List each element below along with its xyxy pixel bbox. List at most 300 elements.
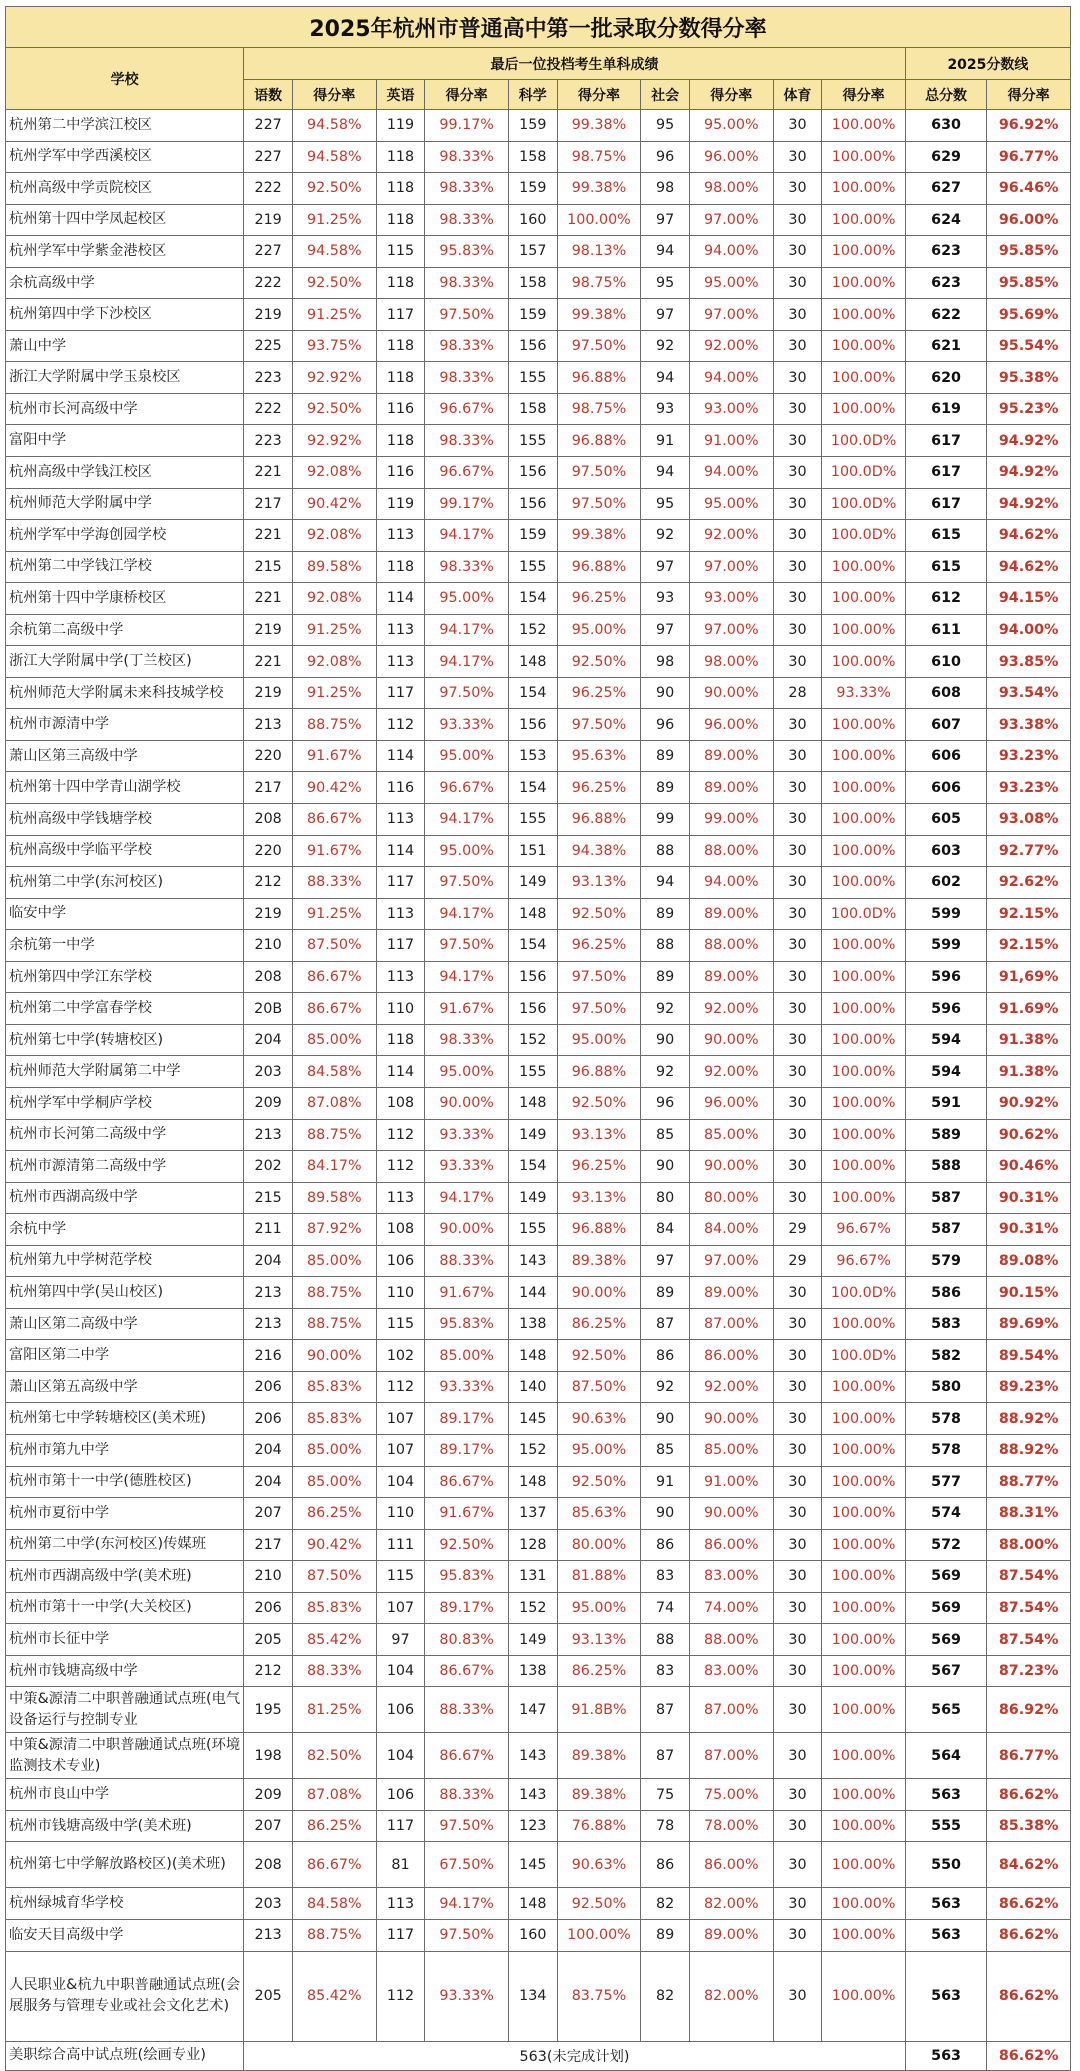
cell-english: 118 (376, 1024, 425, 1056)
cell-english-rate: 95.00% (425, 835, 508, 867)
cell-english-rate: 80.83% (425, 1624, 508, 1656)
cell-total-rate: 87.54% (987, 1592, 1071, 1624)
table-row (6, 867, 1071, 899)
cell-pe-rate: 100.00% (822, 1403, 905, 1435)
cell-total-rate: 92.77% (987, 835, 1071, 867)
cell-total-rate: 94.92% (987, 457, 1071, 489)
cell-english-rate: 99.17% (425, 488, 508, 520)
cell-pe: 30 (773, 236, 822, 268)
cell-english-rate: 98.33% (425, 173, 508, 205)
cell-science-rate: 97.50% (557, 961, 640, 993)
cell-society: 92 (641, 520, 690, 552)
cell-science: 154 (508, 583, 557, 615)
cell-english: 118 (376, 362, 425, 394)
cell-school: 杭州市夏衍中学 (6, 1498, 244, 1530)
cell-chinese-math: 205 (244, 1951, 293, 2041)
cell-society-rate: 91.00% (690, 425, 773, 457)
cell-english-rate: 95.83% (425, 1308, 508, 1340)
cell-chinese-math-rate: 87.92% (293, 1214, 376, 1246)
cell-pe-rate: 100.00% (822, 551, 905, 583)
cell-school: 浙江大学附属中学玉泉校区 (6, 362, 244, 394)
cell-science: 158 (508, 393, 557, 425)
cell-society: 89 (641, 961, 690, 993)
cell-english: 97 (376, 1624, 425, 1656)
cell-total-rate: 96.46% (987, 173, 1071, 205)
cell-science-rate: 83.75% (557, 1951, 640, 2041)
header-society: 社会 (641, 80, 690, 110)
cell-society: 84 (641, 1214, 690, 1246)
cell-society-rate: 89.00% (690, 740, 773, 772)
cell-english: 118 (376, 330, 425, 362)
cell-society: 96 (641, 709, 690, 741)
cell-science-rate: 96.25% (557, 583, 640, 615)
cell-english-rate: 98.33% (425, 267, 508, 299)
cell-society: 83 (641, 1655, 690, 1687)
cell-science: 155 (508, 1214, 557, 1246)
cell-science-rate: 99.38% (557, 299, 640, 331)
cell-english-rate: 97.50% (425, 930, 508, 962)
cell-school: 杭州学军中学紫金港校区 (6, 236, 244, 268)
cell-school: 人民职业&杭九中职普融通试点班(会展服务与管理专业或社会文化艺术) (6, 1951, 244, 2041)
cell-english-rate: 98.33% (425, 330, 508, 362)
cell-english-rate: 91.67% (425, 1277, 508, 1309)
cell-chinese-math: 204 (244, 1434, 293, 1466)
cell-english: 112 (376, 1151, 425, 1183)
cell-total: 580 (905, 1371, 986, 1403)
cell-society-rate: 90.00% (690, 1498, 773, 1530)
table-row (6, 1403, 1071, 1435)
cell-science: 128 (508, 1529, 557, 1561)
header-rate: 得分率 (425, 80, 508, 110)
cell-society-rate: 97.00% (690, 614, 773, 646)
cell-science: 155 (508, 551, 557, 583)
cell-society: 95 (641, 267, 690, 299)
cell-society-rate: 92.00% (690, 1371, 773, 1403)
cell-science-rate: 96.88% (557, 362, 640, 394)
cell-chinese-math-rate: 85.83% (293, 1371, 376, 1403)
cell-society-rate: 78.00% (690, 1810, 773, 1842)
cell-total: 622 (905, 299, 986, 331)
cell-pe: 30 (773, 1888, 822, 1920)
cell-english-rate: 94.17% (425, 1182, 508, 1214)
cell-society-rate: 92.00% (690, 1056, 773, 1088)
cell-chinese-math: 208 (244, 1842, 293, 1888)
cell-science-rate: 96.88% (557, 1214, 640, 1246)
cell-science-rate: 92.50% (557, 1466, 640, 1498)
cell-school: 杭州学军中学海创园学校 (6, 520, 244, 552)
cell-science: 154 (508, 1151, 557, 1183)
cell-society: 88 (641, 835, 690, 867)
cell-total-rate: 92.15% (987, 898, 1071, 930)
cell-chinese-math: 204 (244, 1466, 293, 1498)
cell-chinese-math: 221 (244, 583, 293, 615)
cell-total-rate: 94.92% (987, 425, 1071, 457)
cell-society-rate: 87.00% (690, 1733, 773, 1779)
cell-pe: 30 (773, 1340, 822, 1372)
cell-english: 111 (376, 1529, 425, 1561)
table-row (6, 330, 1071, 362)
cell-chinese-math: 203 (244, 1056, 293, 1088)
cell-school: 杭州高级中学贡院校区 (6, 173, 244, 205)
cell-english: 104 (376, 1655, 425, 1687)
cell-science: 156 (508, 993, 557, 1025)
cell-english-rate: 98.33% (425, 204, 508, 236)
cell-society: 91 (641, 1466, 690, 1498)
cell-chinese-math: 219 (244, 898, 293, 930)
cell-pe-rate: 100.00% (822, 1779, 905, 1811)
cell-chinese-math-rate: 88.33% (293, 867, 376, 899)
cell-chinese-math-rate: 91.25% (293, 677, 376, 709)
cell-society-rate: 88.00% (690, 835, 773, 867)
cell-pe: 30 (773, 110, 822, 142)
cell-school: 杭州第十四中学康桥校区 (6, 583, 244, 615)
cell-total-rate: 90.15% (987, 1277, 1071, 1309)
cell-pe: 30 (773, 1561, 822, 1593)
cell-society-rate: 87.00% (690, 1687, 773, 1733)
cell-society-rate: 99.00% (690, 804, 773, 836)
cell-pe: 30 (773, 740, 822, 772)
table-row (6, 993, 1071, 1025)
table-row (6, 1624, 1071, 1656)
cell-total-rate: 94.92% (987, 488, 1071, 520)
cell-english: 107 (376, 1434, 425, 1466)
cell-society-rate: 97.00% (690, 204, 773, 236)
cell-science: 149 (508, 867, 557, 899)
cell-chinese-math-rate: 90.42% (293, 772, 376, 804)
cell-total-rate: 94.62% (987, 520, 1071, 552)
cell-total-rate: 85.38% (987, 1810, 1071, 1842)
cell-chinese-math-rate: 91.67% (293, 740, 376, 772)
cell-school: 中策&源清二中职普融通试点班(环境监测技术专业) (6, 1733, 244, 1779)
cell-chinese-math-rate: 94.58% (293, 141, 376, 173)
cell-society-rate: 88.00% (690, 1624, 773, 1656)
cell-science-rate: 80.00% (557, 1529, 640, 1561)
cell-total-rate: 93.23% (987, 772, 1071, 804)
cell-total-rate: 87.23% (987, 1655, 1071, 1687)
cell-chinese-math-rate: 92.08% (293, 457, 376, 489)
cell-chinese-math: 223 (244, 362, 293, 394)
cell-society-rate: 96.00% (690, 709, 773, 741)
cell-total-rate: 86.62% (987, 1951, 1071, 2041)
table-row (6, 1842, 1071, 1888)
cell-total: 594 (905, 1024, 986, 1056)
cell-chinese-math-rate: 86.67% (293, 961, 376, 993)
cell-english-rate: 97.50% (425, 1919, 508, 1951)
cell-english: 117 (376, 1919, 425, 1951)
cell-society-rate: 75.00% (690, 1779, 773, 1811)
cell-science-rate: 93.13% (557, 1624, 640, 1656)
cell-pe: 30 (773, 1151, 822, 1183)
cell-society: 96 (641, 141, 690, 173)
cell-english-rate: 86.67% (425, 1466, 508, 1498)
cell-society: 89 (641, 772, 690, 804)
cell-pe-rate: 100.00% (822, 867, 905, 899)
cell-pe: 30 (773, 1498, 822, 1530)
cell-english: 116 (376, 772, 425, 804)
cell-total: 555 (905, 1810, 986, 1842)
cell-science-rate: 86.25% (557, 1655, 640, 1687)
cell-english: 112 (376, 1371, 425, 1403)
cell-pe: 30 (773, 1842, 822, 1888)
cell-pe-rate: 100.00% (822, 583, 905, 615)
cell-chinese-math-rate: 85.00% (293, 1024, 376, 1056)
cell-total: 578 (905, 1403, 986, 1435)
cell-science-rate: 96.88% (557, 425, 640, 457)
cell-total: 564 (905, 1733, 986, 1779)
cell-pe-rate: 100.00% (822, 1687, 905, 1733)
table-row (6, 141, 1071, 173)
cell-science-rate: 99.38% (557, 520, 640, 552)
cell-chinese-math-rate: 86.67% (293, 1842, 376, 1888)
cell-total: 606 (905, 772, 986, 804)
cell-chinese-math: 208 (244, 804, 293, 836)
cell-chinese-math: 209 (244, 1779, 293, 1811)
cell-science: 159 (508, 520, 557, 552)
cell-science: 144 (508, 1277, 557, 1309)
cell-english: 117 (376, 299, 425, 331)
cell-chinese-math-rate: 89.58% (293, 551, 376, 583)
cell-science-rate: 92.50% (557, 1340, 640, 1372)
table-row (6, 583, 1071, 615)
cell-pe-rate: 100.00% (822, 110, 905, 142)
cell-pe-rate: 100.0D% (822, 425, 905, 457)
cell-total: 599 (905, 898, 986, 930)
cell-total-rate: 93.08% (987, 804, 1071, 836)
cell-total: 608 (905, 677, 986, 709)
cell-chinese-math-rate: 86.25% (293, 1498, 376, 1530)
cell-english-rate: 96.67% (425, 772, 508, 804)
cell-school: 杭州市长河第二高级中学 (6, 1119, 244, 1151)
cell-total: 630 (905, 110, 986, 142)
cell-science: 158 (508, 141, 557, 173)
cell-society-rate: 92.00% (690, 520, 773, 552)
cell-school: 杭州学军中学西溪校区 (6, 141, 244, 173)
cell-total-rate: 86.77% (987, 1733, 1071, 1779)
cell-total-rate: 93.54% (987, 677, 1071, 709)
cell-total-rate: 95.38% (987, 362, 1071, 394)
cell-society-rate: 82.00% (690, 1951, 773, 2041)
cell-english-rate: 98.33% (425, 425, 508, 457)
cell-school: 杭州市第十一中学(德胜校区) (6, 1466, 244, 1498)
cell-chinese-math-rate: 87.08% (293, 1779, 376, 1811)
cell-society: 93 (641, 393, 690, 425)
cell-science-rate: 95.63% (557, 740, 640, 772)
cell-science-rate: 94.38% (557, 835, 640, 867)
cell-total-rate: 90.31% (987, 1182, 1071, 1214)
cell-total-rate: 95.23% (987, 393, 1071, 425)
cell-total: 611 (905, 614, 986, 646)
cell-pe-rate: 100.00% (822, 1529, 905, 1561)
cell-society: 97 (641, 299, 690, 331)
cell-school: 杭州市钱塘高级中学(美术班) (6, 1810, 244, 1842)
table-row (6, 1733, 1071, 1779)
cell-school: 临安天目高级中学 (6, 1919, 244, 1951)
cell-english-rate: 93.33% (425, 709, 508, 741)
cell-english: 117 (376, 1810, 425, 1842)
cell-english-rate: 94.17% (425, 614, 508, 646)
cell-english-rate: 95.00% (425, 583, 508, 615)
table-row (6, 1214, 1071, 1246)
cell-chinese-math-rate: 88.75% (293, 1308, 376, 1340)
cell-society-rate: 90.00% (690, 1024, 773, 1056)
cell-pe-rate: 100.00% (822, 930, 905, 962)
cell-total-rate: 91,69% (987, 961, 1071, 993)
cell-english: 113 (376, 961, 425, 993)
table-row (6, 961, 1071, 993)
cell-science-rate: 86.25% (557, 1308, 640, 1340)
header-rate: 得分率 (557, 80, 640, 110)
cell-science: 159 (508, 299, 557, 331)
cell-school: 杭州第十四中学青山湖学校 (6, 772, 244, 804)
cell-science: 160 (508, 1919, 557, 1951)
cell-english: 106 (376, 1779, 425, 1811)
cell-pe: 30 (773, 1951, 822, 2041)
cell-total-rate: 92.15% (987, 930, 1071, 962)
cell-pe-rate: 100.00% (822, 362, 905, 394)
table-row (6, 520, 1071, 552)
cell-english: 104 (376, 1733, 425, 1779)
cell-science-rate: 97.50% (557, 993, 640, 1025)
cell-society-rate: 89.00% (690, 772, 773, 804)
table-row (6, 804, 1071, 836)
table-row (6, 425, 1071, 457)
cell-english: 118 (376, 425, 425, 457)
cell-total: 563 (905, 1888, 986, 1920)
cell-total-rate: 88.77% (987, 1466, 1071, 1498)
cell-science-rate: 96.88% (557, 1056, 640, 1088)
cell-english: 110 (376, 1277, 425, 1309)
cell-society-rate: 74.00% (690, 1592, 773, 1624)
cell-school: 杭州高级中学临平学校 (6, 835, 244, 867)
cell-english: 113 (376, 804, 425, 836)
cell-chinese-math: 215 (244, 1182, 293, 1214)
cell-chinese-math: 221 (244, 646, 293, 678)
cell-pe-rate: 100.0D% (822, 488, 905, 520)
cell-total: 623 (905, 267, 986, 299)
cell-chinese-math: 219 (244, 677, 293, 709)
cell-school: 杭州市源清中学 (6, 709, 244, 741)
cell-total: 563 (905, 1779, 986, 1811)
score-table-sheet (5, 6, 1071, 2071)
cell-science-rate: 99.38% (557, 173, 640, 205)
cell-total: 615 (905, 551, 986, 583)
cell-english-rate: 94.17% (425, 646, 508, 678)
cell-science-rate: 95.00% (557, 1434, 640, 1466)
cell-chinese-math-rate: 86.67% (293, 993, 376, 1025)
cell-science-rate: 96.25% (557, 677, 640, 709)
cell-science: 156 (508, 961, 557, 993)
cell-society: 95 (641, 488, 690, 520)
cell-society: 90 (641, 1403, 690, 1435)
cell-school: 杭州第二中学富春学校 (6, 993, 244, 1025)
cell-society-rate: 90.00% (690, 677, 773, 709)
cell-total-rate: 91.69% (987, 993, 1071, 1025)
cell-chinese-math: 222 (244, 173, 293, 205)
cell-pe: 30 (773, 1592, 822, 1624)
cell-pe-rate: 100.00% (822, 1951, 905, 2041)
table-row (6, 1498, 1071, 1530)
cell-pe: 30 (773, 835, 822, 867)
cell-total-rate: 90.46% (987, 1151, 1071, 1183)
cell-chinese-math: 227 (244, 110, 293, 142)
cell-english: 117 (376, 930, 425, 962)
table-row (6, 1888, 1071, 1920)
cell-school: 富阳区第二中学 (6, 1340, 244, 1372)
cell-total: 591 (905, 1087, 986, 1119)
cell-society-rate: 95.00% (690, 110, 773, 142)
cell-chinese-math-rate: 88.75% (293, 1119, 376, 1151)
cell-chinese-math-rate: 85.83% (293, 1403, 376, 1435)
cell-total-rate: 94.62% (987, 551, 1071, 583)
cell-pe: 30 (773, 267, 822, 299)
cell-pe: 30 (773, 362, 822, 394)
cell-science-rate: 98.75% (557, 141, 640, 173)
cell-chinese-math-rate: 92.50% (293, 393, 376, 425)
cell-english-rate: 93.33% (425, 1151, 508, 1183)
cell-english: 119 (376, 110, 425, 142)
cell-english: 117 (376, 867, 425, 899)
cell-society: 75 (641, 1779, 690, 1811)
header-chinese-math: 语数 (244, 80, 293, 110)
cell-chinese-math: 225 (244, 330, 293, 362)
table-title: 2025年杭州市普通高中第一批录取分数得分率 (6, 7, 1071, 48)
cell-english: 118 (376, 267, 425, 299)
cell-pe: 30 (773, 520, 822, 552)
cell-pe-rate: 100.00% (822, 614, 905, 646)
cell-english: 108 (376, 1087, 425, 1119)
table-row (6, 488, 1071, 520)
header-pe: 体育 (773, 80, 822, 110)
cell-pe-rate: 100.00% (822, 1561, 905, 1593)
cell-school: 杭州第四中学江东学校 (6, 961, 244, 993)
cell-total: 579 (905, 1245, 986, 1277)
header-school: 学校 (6, 48, 244, 110)
cell-chinese-math-rate: 92.50% (293, 267, 376, 299)
cell-chinese-math-rate: 91.25% (293, 898, 376, 930)
cell-society-rate: 92.00% (690, 993, 773, 1025)
cell-total: 617 (905, 425, 986, 457)
cell-pe: 30 (773, 1687, 822, 1733)
cell-science: 154 (508, 772, 557, 804)
cell-english: 115 (376, 1308, 425, 1340)
cell-chinese-math: 216 (244, 1340, 293, 1372)
cell-school: 杭州市源清第二高级中学 (6, 1151, 244, 1183)
cell-english-rate: 96.67% (425, 457, 508, 489)
cell-chinese-math: 210 (244, 1561, 293, 1593)
cell-english: 102 (376, 1340, 425, 1372)
cell-chinese-math: 217 (244, 772, 293, 804)
cell-society: 85 (641, 1434, 690, 1466)
cell-english-rate: 98.33% (425, 551, 508, 583)
cell-school: 富阳中学 (6, 425, 244, 457)
cell-pe: 30 (773, 930, 822, 962)
cell-society: 97 (641, 204, 690, 236)
cell-pe-rate: 100.0D% (822, 1340, 905, 1372)
cell-science-rate: 98.75% (557, 267, 640, 299)
cell-society: 92 (641, 1371, 690, 1403)
cell-society: 92 (641, 993, 690, 1025)
cell-chinese-math-rate: 85.00% (293, 1466, 376, 1498)
cell-english: 114 (376, 1056, 425, 1088)
cell-pe-rate: 100.00% (822, 993, 905, 1025)
cell-society: 99 (641, 804, 690, 836)
cell-society-rate: 87.00% (690, 1308, 773, 1340)
table-row (6, 772, 1071, 804)
cell-society: 94 (641, 236, 690, 268)
table-row (6, 1592, 1071, 1624)
cell-science: 158 (508, 267, 557, 299)
cell-total-rate: 96.00% (987, 204, 1071, 236)
